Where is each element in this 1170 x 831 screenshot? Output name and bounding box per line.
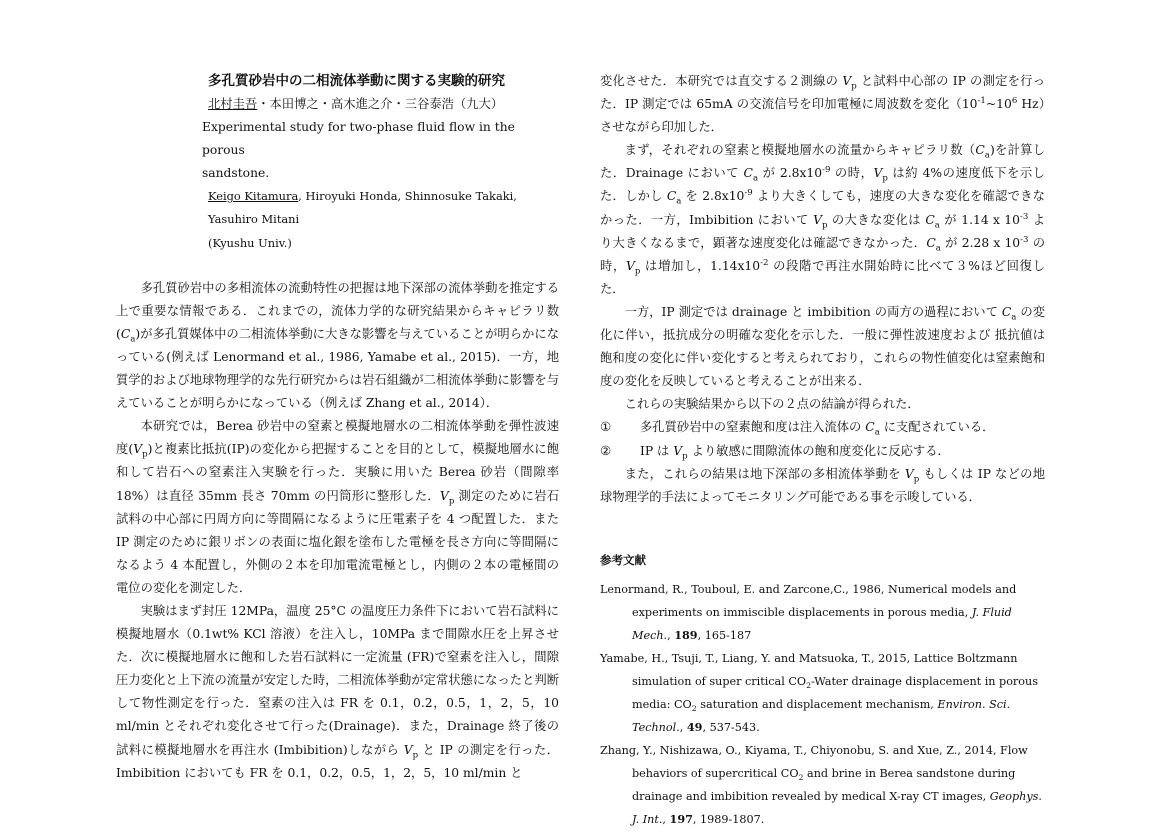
paragraph-method: 本研究では，Berea 砂岩中の窒素と模擬地層水の二相流体挙動を弾性波速度$(V_p)$と複素比抵抗(IP)の変化から把握することを目的として，模擬地層水に飽和して岩石への窒素注入実験を行った．実験に用いた Berea 砂岩（間隙率 18%）は直径 35mm 長さ 70mm の円筒形に整形した．$V_p$ 測定のために岩石試料の中心部に円周方向に等間隔になるように圧電素子を 4 つ配置した．また IP 測定のために銀リボンの表面に塩化銀を塗布した電極を長さ方向に等間隔になるよう 4 本配置し，外側の２本を印加電流電極とし，内側の２本の電極間の電位の変化を測定した．: [116, 419, 559, 595]
paragraph-conclusion-intro: これらの実験結果から以下の２点の結論が得られた．: [624, 397, 920, 412]
english-title-line1: Experimental study for two-phase fluid flow in the porous: [202, 120, 515, 158]
paragraph-procedure: 実験はまず封圧 12MPa，温度 25°C の温度圧力条件下において岩石試料に模擬地層水（0.1wt% KCl 溶液）を注入し，10MPa まで間隙水圧を上昇させた．次に模擬地層水に飽和した岩石試料に一定流量 (FR)で窒素を注入し，間隙圧力変化と上下流の流量が安定した時，二相流体挙動が定常状態になったと判断して物性測定を行った．窒素の注入は FR を 0.1，0.2，0.5，1，2，5，10 ml/min とそれぞれ変化させて行った(Drainage)．また，Drainage 終了後の試料に模擬地層水を再注水 (Imbibition)しながら $V_p$ と IP の測定を行った．Imbibition においても FR を 0.1，0.2，0.5，1，2，5，10 ml/min と: [116, 603, 559, 780]
other-authors: ・本田博之・高木進之介・三谷泰浩（九大）: [257, 97, 504, 111]
conclusion-number-2: ②: [600, 443, 612, 458]
reference-item: Lenormand, R., Touboul, E. and Zarcone,C., 1986, Numerical models and experiments on immiscible displacements in porous media, J. Fluid Mech., 189, 165-187: [600, 582, 1017, 642]
reference-item: Zhang, Y., Nishizawa, O., Kiyama, T., Chiyonobu, S. and Xue, Z., 2014, Flow behaviors of supercritical $CO_2$ and brine in Berea sandstone during drainage and imbibition revealed by medical X-ray CT images, Geophys. J. Int., 197, 1989-1807.: [600, 743, 1042, 826]
conclusion-item-1: [600, 416, 1045, 439]
conclusion-text-2: IP は $V_p$ より敏感に間隙流体の飽和度変化に反応する．: [640, 443, 950, 461]
english-title-line2: sandstone.: [202, 166, 270, 181]
left-column: [116, 70, 559, 785]
english-affiliation: (Kyushu Univ.): [208, 235, 292, 250]
conclusion-text-1: 多孔質砂岩中の窒素飽和度は注入流体の $C_a$ に支配されている．: [640, 420, 995, 438]
conclusion-item-2: [600, 440, 1045, 463]
paragraph-intro: 多孔質砂岩中の多相流体の流動特性の把握は地下深部の流体挙動を推定する上で重要な情報である．これまでの，流体力学的な研究結果からキャピラリ数$(C_a)$が多孔質媒体中の二相流体挙動に大きな影響を与えていることが明らかになっている(例えば Lenormand et al., 1986, Yamabe et al., 2015)．一方，地質学的および地球物理学的な先行研究からは岩石組織が二相流体挙動に影響を与えていることが明らかになっている（例えば Zhang et al., 2014）．: [116, 280, 559, 411]
conclusion-number-1: ①: [600, 420, 612, 435]
right-column: [600, 70, 1045, 831]
english-other-authors: , Hiroyuki Honda, Shinnosuke Takaki, Yasuhiro Mitani: [208, 189, 517, 227]
paragraph-implication: また，これらの結果は地下深部の多相流体挙動を $V_p$ もしくは IP などの地球物理学的手法によってモニタリング可能である事を示唆している．: [600, 466, 1046, 504]
paragraph-results-vp: まず，それぞれの窒素と模擬地層水の流量からキャピラリ数$(C_a)$を計算した．Drainage において $C_a$ が $2.8x10^{-9}$ の時，$V_p$ は約 4%の速度低下を示した．しかし $C_a$ を $2.8x10^{-9}$ より大きくしても，速度の大きな変化を確認できなかった．一方，Imbibition において $V_p$ の大きな変化は $C_a$ が 1.14 x $10^{-3}$ より大きくなるまで，顕著な速度変化は確認できなかった．$C_a$ が 2.28 x $10^{-3}$ の時，$V_p$ は増加し，$1.14x10^{-2}$ の段階で再注水開始時に比べて３%ほど回復した．: [600, 143, 1045, 296]
paragraph-procedure-cont: 変化させた．本研究では直交する２測線の $V_p$ と試料中心部の IP の測定を行った．IP 測定では 65mA の交流信号を印加電極に周波数を変化（$10^{-1}\sim 10^6$ Hz）させながら印加した．: [600, 74, 1045, 135]
page-title: 多孔質砂岩中の二相流体挙動に関する実験的研究: [208, 73, 505, 89]
author-list: [208, 93, 559, 116]
references-heading: 参考文献: [600, 552, 646, 567]
first-author: 北村圭吾: [208, 97, 258, 111]
english-author-list: [208, 185, 559, 231]
reference-item: Yamabe, H., Tsuji, T., Liang, Y. and Matsuoka, T., 2015, Lattice Boltzmann simulation of super critical $CO_2$-Water drainage displacement in porous media: $CO_2$ saturation and displacement mechanism, Environ. Sci. Technol., 49, 537-543.: [600, 651, 1038, 734]
paragraph-results-ip: 一方，IP 測定では drainage と imbibition の両方の過程において $C_a$ の変化に伴い，抵抗成分の明確な変化を示した．一般に弾性波速度および 抵抗値は飽和度の変化に伴い変化すると考えられており，これらの物性値変化は窒素飽和度の変化を反映していると考えることが出来る．: [600, 304, 1045, 389]
english-first-author: Keigo Kitamura: [208, 189, 299, 204]
